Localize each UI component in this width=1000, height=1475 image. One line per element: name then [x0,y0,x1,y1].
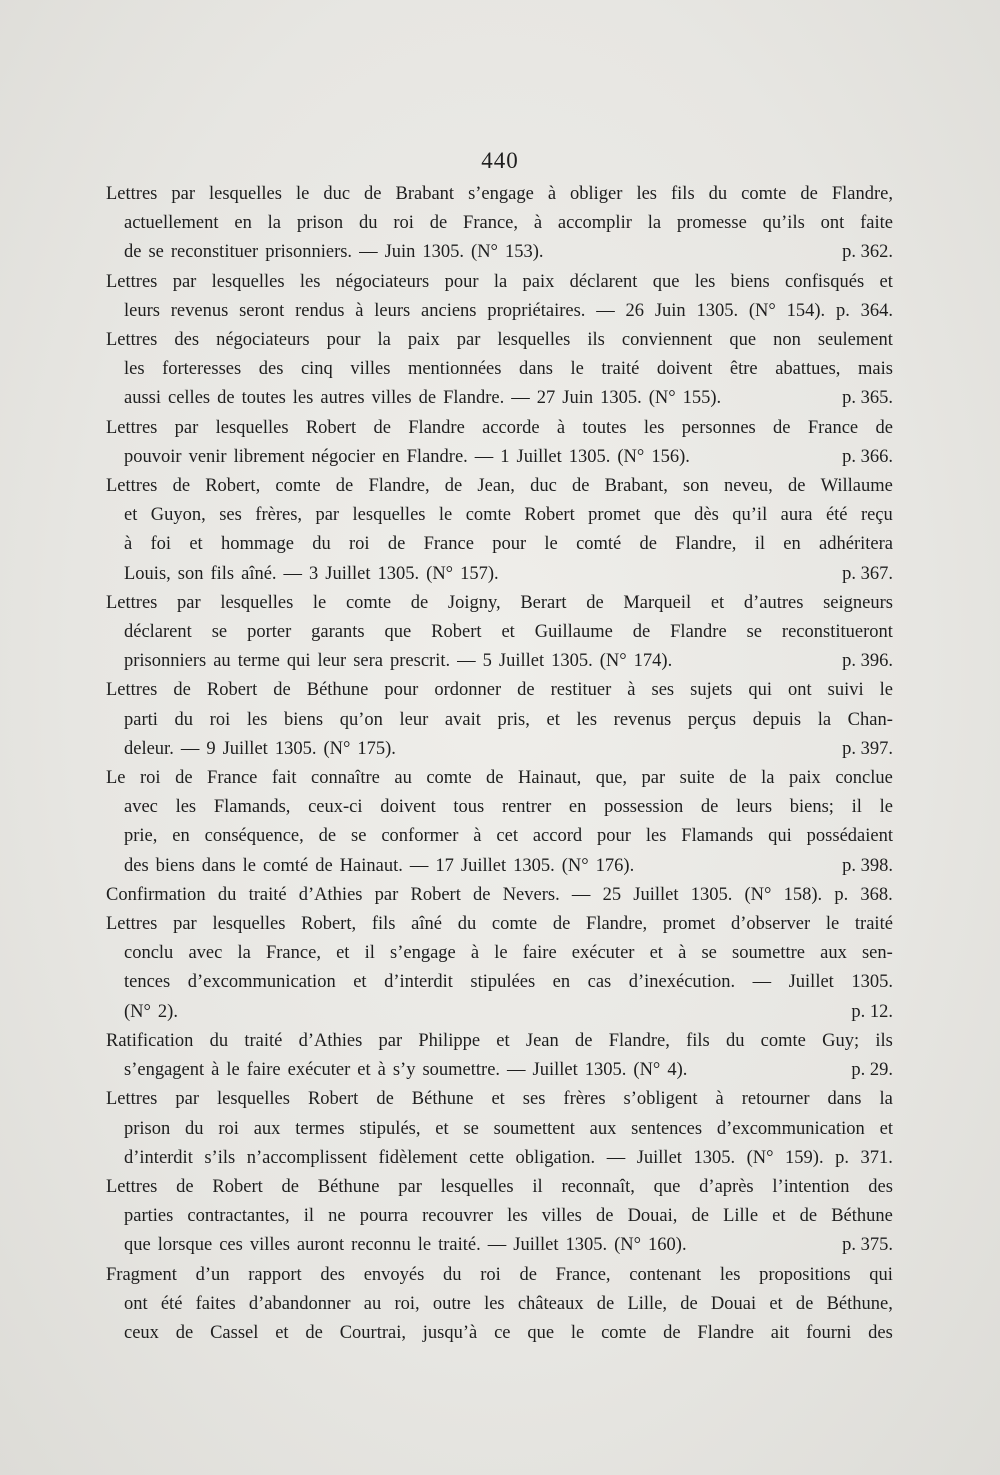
text-line [108,560,893,589]
entry-3 [108,326,893,414]
page-reference: p. 365. [842,388,893,409]
text-line: Lettres par lesquelles Robert de Flandre accorde à toutes les personnes de France de [106,417,893,438]
text-line: Ratification du traité d’Athies par Philippe et Jean de Flandre, fils du comte Guy; ils [106,1030,893,1051]
page-number: 440 [481,148,519,173]
text-line: Le roi de France fait connaître au comte de Hainaut, que, par suite de la paix conclue [106,768,893,789]
entry-9 [108,881,893,910]
text-line [108,384,893,413]
entry-8 [108,764,893,881]
text-line: leurs revenus seront rendus à leurs anciens propriétaires. — 26 Juin 1305. (N° 154). p. 364. [124,300,893,321]
text-line: les forteresses des cinq villes mentionnées dans le traité doivent être abattues, mais [124,359,893,380]
entry-13 [108,1173,893,1261]
text-line: Lettres de Robert, comte de Flandre, de Jean, duc de Brabant, son neveu, de Willaume [106,476,893,497]
text-line [108,647,893,676]
text-line: à foi et hommage du roi de France pour le comté de Flandre, il en adhéritera [124,534,893,555]
line-text: des biens dans le comté de Hainaut. — 17 Juillet 1305. (N° 176). [124,855,635,876]
text-line: avec les Flamands, ceux-ci doivent tous rentrer en possession de leurs biens; il le [124,797,893,818]
text-line [108,852,893,881]
entry-6 [108,589,893,677]
text-line [108,735,893,764]
entry-1 [108,180,893,268]
line-text: pouvoir venir librement négocier en Flandre. — 1 Juillet 1305. (N° 156). [124,446,690,467]
line-text: deleur. — 9 Juillet 1305. (N° 175). [124,738,396,759]
page-reference: p. 366. [842,446,893,467]
text-line: parti du roi les biens qu’on leur avait pris, et les revenus perçus depuis la Chan- [124,709,893,730]
line-text: prisonniers au terme qui leur sera prescrit. — 5 Juillet 1305. (N° 174). [124,651,673,672]
entry-4 [108,414,893,472]
text-line: Lettres par lesquelles Robert, fils aîné du comte de Flandre, promet d’observer le traité [106,914,893,935]
text-line: prison du roi aux termes stipulés, et se soumettent aux sentences d’excommunication et [124,1118,893,1139]
text-line: Fragment d’un rapport des envoyés du roi de France, contenant les propositions qui [106,1264,893,1285]
page-reference: p. 29. [851,1060,893,1081]
line-text: de se reconstituer prisonniers. — Juin 1305. (N° 153). [124,242,544,263]
line-text: que lorsque ces villes auront reconnu le traité. — Juillet 1305. (N° 160). [124,1235,687,1256]
text-line: ceux de Cassel et de Courtrai, jusqu’à ce que le comte de Flandre ait fourni des [124,1322,893,1343]
page-reference: p. 397. [842,738,893,759]
entry-5 [108,472,893,589]
line-text: (N° 2). [124,1001,178,1022]
page-reference: p. 362. [842,242,893,263]
page-reference: p. 396. [842,651,893,672]
text-line [108,998,893,1027]
page-reference: p. 398. [842,855,893,876]
text-line [108,443,893,472]
text-line: prie, en conséquence, de se conformer à cet accord pour les Flamands qui possédaient [124,826,893,847]
text-line: Lettres des négociateurs pour la paix par lesquelles ils conviennent que non seulement [106,330,893,351]
entry-12 [108,1085,893,1173]
entry-2 [108,268,893,326]
entries-list [108,180,893,1348]
entry-11 [108,1027,893,1085]
entry-10 [108,910,893,1027]
text-line [108,1056,893,1085]
entry-14 [108,1261,893,1349]
line-text: aussi celles de toutes les autres villes de Flandre. — 27 Juin 1305. (N° 155). [124,388,722,409]
text-line [108,1231,893,1260]
entry-7 [108,676,893,764]
text-line: Lettres de Robert de Béthune par lesquelles il reconnaît, que d’après l’intention des [106,1176,893,1197]
text-line: actuellement en la prison du roi de France, à accomplir la promesse qu’ils ont faite [124,213,893,234]
text-line: Lettres par lesquelles Robert de Béthune et ses frères s’obligent à retourner dans la [106,1089,893,1110]
page-reference: p. 12. [851,1001,893,1022]
page-reference: p. 367. [842,563,893,584]
page-reference: p. 375. [842,1235,893,1256]
text-line: Lettres de Robert de Béthune pour ordonner de restituer à ses sujets qui ont suivi le [106,680,893,701]
text-line: Confirmation du traité d’Athies par Robert de Nevers. — 25 Juillet 1305. (N° 158). p. 368. [106,884,893,905]
text-line: conclu avec la France, et il s’engage à le faire exécuter et à se soumettre aux sen- [124,943,893,964]
text-line: déclarent se porter garants que Robert et Guillaume de Flandre se reconstitueront [124,622,893,643]
text-line: Lettres par lesquelles le duc de Brabant s’engage à obliger les fils du comte de Flandre, [106,184,893,204]
text-line: et Guyon, ses frères, par lesquelles le comte Robert promet que dès qu’il aura été reçu [124,505,893,526]
text-line: Lettres par lesquelles les négociateurs pour la paix déclarent que les biens confisqués et [106,271,893,292]
text-line: d’interdit s’ils n’accomplissent fidèlement cette obligation. — Juillet 1305. (N° 159). p. 371. [124,1147,893,1168]
text-line: Lettres par lesquelles le comte de Joigny, Berart de Marqueil et d’autres seigneurs [106,592,893,613]
text-line [108,238,893,267]
text-line: tences d’excommunication et d’interdit stipulées en cas d’inexécution. — Juillet 1305. [124,972,893,993]
line-text: s’engagent à le faire exécuter et à s’y soumettre. — Juillet 1305. (N° 4). [124,1060,688,1081]
text-line: ont été faites d’abandonner au roi, outre les châteaux de Lille, de Douai et de Béthune, [124,1293,893,1314]
text-line: parties contractantes, il ne pourra recouvrer les villes de Douai, de Lille et de Béthune [124,1206,893,1227]
line-text: Louis, son fils aîné. — 3 Juillet 1305. (N° 157). [124,563,499,584]
